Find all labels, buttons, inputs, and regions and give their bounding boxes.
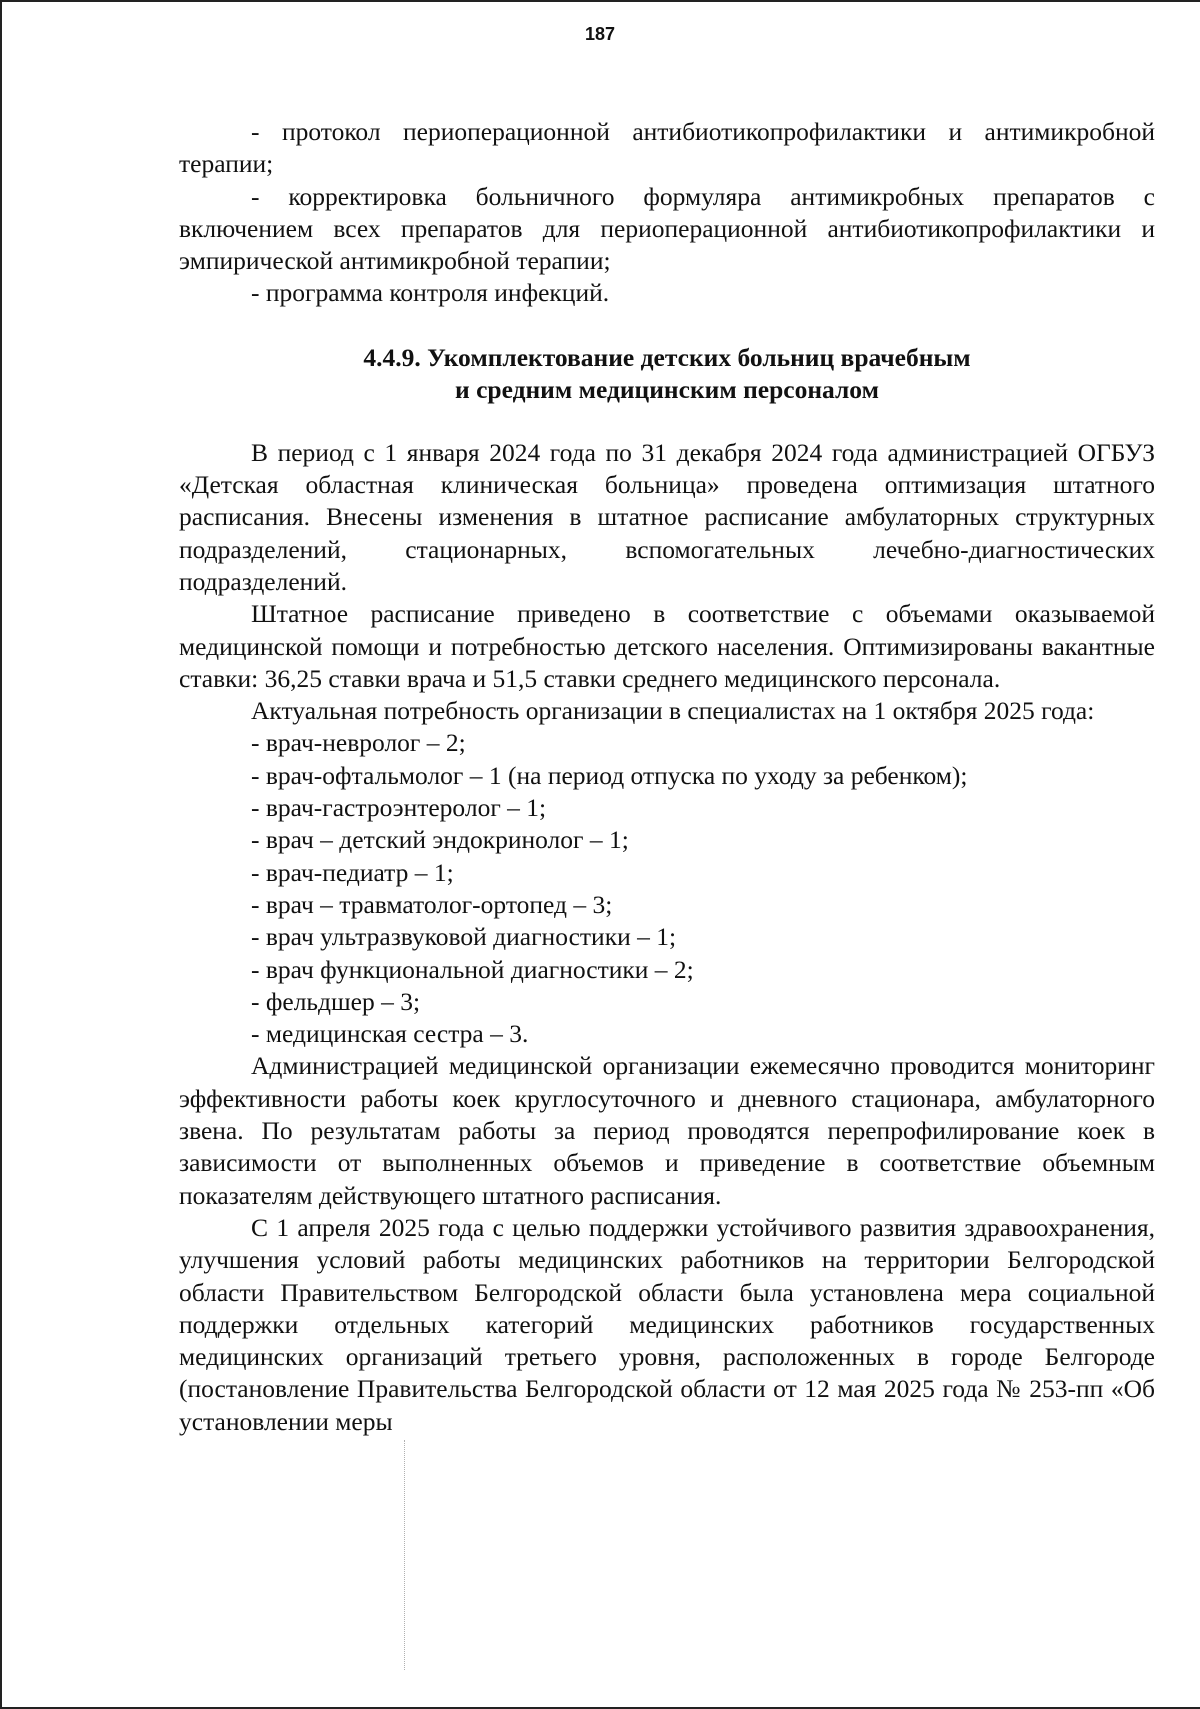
- intro-list-item: - программа контроля инфекций.: [251, 278, 610, 308]
- specialist-item: - врач-педиатр – 1;: [251, 857, 454, 887]
- intro-list-item: - протокол периоперационной антибиотикопрофилактики и антимикробной терапии;: [179, 117, 1155, 179]
- specialist-item: - врач ультразвуковой диагностики – 1;: [251, 922, 677, 952]
- section-heading: [179, 342, 1155, 406]
- section-heading-line: 4.4.9. Укомплектование детских больниц врачебным: [363, 342, 971, 372]
- paragraph: В период с 1 января 2024 года по 31 декабря 2024 года администрацией ОГБУЗ «Детская областная клиническая больница» проведена оптимизация штатного расписания. Внесены изменения в штатное расписание амбулаторных структурных подразделений, стационарных, вспомогательных лечебно-диагностических подразделений.: [179, 437, 1155, 596]
- scan-edge-left: [0, 0, 2, 1709]
- specialists-list: [179, 727, 1155, 1050]
- specialist-item: - фельдшер – 3;: [251, 986, 421, 1016]
- specialist-item: - медицинская сестра – 3.: [251, 1019, 529, 1049]
- specialist-item: - врач-гастроэнтеролог – 1;: [251, 793, 547, 823]
- specialist-item: - врач функциональной диагностики – 2;: [251, 954, 694, 984]
- specialist-item: - врач – травматолог-ортопед – 3;: [251, 889, 613, 919]
- specialist-item: - врач-невролог – 2;: [251, 728, 466, 758]
- document-body: [179, 116, 1155, 1438]
- paragraph: Штатное расписание приведено в соответствие с объемами оказываемой медицинской помощи и потребностью детского населения. Оптимизированы вакантные ставки: 36,25 ставки врача и 51,5 ставки среднего медицинского персонала.: [179, 599, 1155, 693]
- specialist-item: - врач-офтальмолог – 1 (на период отпуска по уходу за ребенком);: [251, 760, 968, 790]
- paragraph: Актуальная потребность организации в специалистах на 1 октября 2025 года:: [251, 696, 1095, 726]
- paragraph: Администрацией медицинской организации ежемесячно проводится мониторинг эффективности работы коек круглосуточного и дневного стационара, амбулаторного звена. По результатам работы за период проводятся перепрофилирование коек в зависимости от выполненных объемов и приведение в соответствие объемным показателям действующего штатного расписания.: [179, 1051, 1155, 1210]
- page-number: 187: [584, 24, 616, 44]
- intro-list-item: - корректировка больничного формуляра антимикробных препаратов с включением всех препаратов для периоперационной антибиотикопрофилактики и эмпирической антимикробной терапии;: [179, 181, 1155, 276]
- specialist-item: - врач – детский эндокринолог – 1;: [251, 825, 629, 855]
- paragraph: С 1 апреля 2025 года с целью поддержки устойчивого развития здравоохранения, улучшения условий работы медицинских работников на территории Белгородской области Правительством Белгородской области была установлена мера социальной поддержки отдельных категорий медицинских работников государственных медицинских организаций третьего уровня, расположенных в городе Белгороде (постановление Правительства Белгородской области от 12 мая 2025 года № 253-пп «Об установлении меры: [179, 1212, 1155, 1436]
- scan-edge-top: [0, 0, 1200, 2]
- intro-list: [179, 116, 1155, 310]
- scan-artifact-dots: [404, 1440, 406, 1670]
- section-heading-line: и средним медицинским персоналом: [455, 374, 879, 404]
